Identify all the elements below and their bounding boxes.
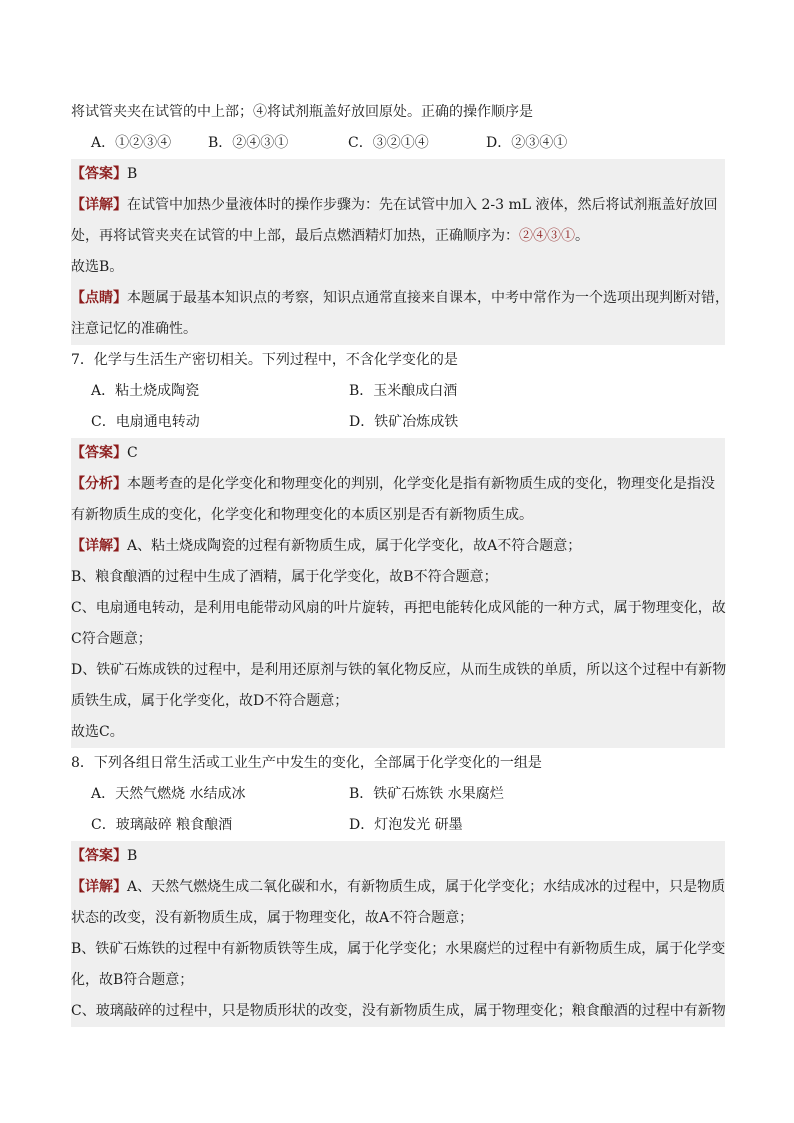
q6-stem-tail: 将试管夹夹在试管的中上部；④将试剂瓶盖好放回原处。正确的操作顺序是 bbox=[71, 104, 533, 120]
q7-options-row-1 bbox=[71, 376, 725, 407]
answer-tag: 【答案】 bbox=[71, 848, 127, 864]
q6-tip-line-1 bbox=[71, 283, 729, 314]
q6-answer-line bbox=[71, 159, 725, 190]
q7-detail-line-b: B、粮食酿酒的过程中生成了酒精，属于化学变化，故B不符合题意； bbox=[71, 569, 498, 585]
q7-detail-line-d2: 质铁生成，属于化学变化，故D不符合题意； bbox=[71, 693, 349, 709]
q7-detail-line-d1: D、铁矿石炼成铁的过程中，是利用还原剂与铁的氧化物反应，从而生成铁的单质，所以这个过程中有新物 bbox=[71, 662, 727, 678]
q7-detail-line-a bbox=[71, 531, 725, 562]
q8-answer-line bbox=[71, 841, 725, 872]
q8-detail-line-a1 bbox=[71, 872, 725, 903]
q6-options bbox=[71, 128, 725, 159]
q7-option-b: B．玉米酿成白酒 bbox=[349, 383, 458, 399]
q6-tip-line-2: 注意记忆的准确性。 bbox=[71, 321, 197, 337]
q7-detail-line-c1: C、电扇通电转动，是利用电能带动风扇的叶片旋转，再把电能转化成风能的一种方式，属于物理变化，故 bbox=[71, 600, 726, 616]
tip-tag: 【点睛】 bbox=[71, 290, 127, 306]
q6-detail-text-1: 在试管中加热少量液体时的操作步骤为：先在试管中加入 2-3 mL 液体，然后将试剂瓶盖好放回 bbox=[127, 197, 718, 213]
q8-solution-block bbox=[71, 841, 725, 1027]
q8-option-a: A．天然气燃烧 水结成冰 bbox=[91, 786, 246, 802]
q8-stem: 8．下列各组日常生活或工业生产中发生的变化，全部属于化学变化的一组是 bbox=[71, 755, 542, 771]
answer-tag: 【答案】 bbox=[71, 166, 127, 182]
q7-analysis-text-1: 本题考查的是化学变化和物理变化的判别，化学变化是指有新物质生成的变化，物理变化是指没 bbox=[127, 476, 715, 492]
detail-tag: 【详解】 bbox=[71, 538, 127, 554]
q6-detail-line-2 bbox=[71, 221, 725, 252]
q7-answer-line bbox=[71, 438, 725, 469]
analysis-tag: 【分析】 bbox=[71, 476, 127, 492]
q7-options-row-2 bbox=[71, 407, 725, 438]
q6-answer-value: B bbox=[127, 166, 138, 182]
q7-option-c: C．电扇通电转动 bbox=[91, 414, 200, 430]
q8-option-c: C．玻璃敲碎 粮食酿酒 bbox=[91, 817, 233, 833]
q7-analysis-line-1 bbox=[71, 469, 725, 500]
q7-stem: 7．化学与生活生产密切相关。下列过程中，不含化学变化的是 bbox=[71, 352, 458, 368]
q8-detail-line-c1: C、玻璃敲碎的过程中，只是物质形状的改变，没有新物质生成，属于物理变化；粮食酿酒的过程中有新物 bbox=[71, 1003, 726, 1019]
q8-options-row-1 bbox=[71, 779, 725, 810]
q6-option-b: B．②④③① bbox=[208, 135, 289, 151]
q6-option-c: C．③②①④ bbox=[348, 135, 429, 151]
q7-solution-block bbox=[71, 438, 725, 748]
q7-option-d: D．铁矿冶炼成铁 bbox=[349, 414, 459, 430]
q7-conclusion: 故选C。 bbox=[71, 724, 124, 740]
detail-tag: 【详解】 bbox=[71, 879, 127, 895]
q8-detail-line-b2: 化，故B符合题意； bbox=[71, 972, 194, 988]
q7-detail-text-a: A、粘土烧成陶瓷的过程有新物质生成，属于化学变化，故A不符合题意； bbox=[127, 538, 582, 554]
q7-detail-line-c2: C符合题意； bbox=[71, 631, 152, 647]
q8-detail-line-a2: 状态的改变，没有新物质生成，属于物理变化，故A不符合题意； bbox=[71, 910, 474, 926]
q6-detail-line-1 bbox=[71, 190, 725, 221]
q6-solution-block bbox=[71, 159, 729, 345]
document-page bbox=[71, 97, 729, 1027]
q8-answer-value: B bbox=[127, 848, 138, 864]
q8-options-row-2 bbox=[71, 810, 725, 841]
q6-detail-text-2c: 。 bbox=[575, 228, 589, 244]
q8-detail-text-a1: A、天然气燃烧生成二氧化碳和水，有新物质生成，属于化学变化；水结成冰的过程中，只是物质 bbox=[127, 879, 726, 895]
q6-detail-order: ②④③① bbox=[519, 228, 575, 244]
q6-option-d: D．②③④① bbox=[486, 135, 568, 151]
q8-option-d: D．灯泡发光 研墨 bbox=[349, 817, 463, 833]
q7-answer-value: C bbox=[127, 445, 138, 461]
q6-option-a: A．①②③④ bbox=[91, 135, 172, 151]
detail-tag: 【详解】 bbox=[71, 197, 127, 213]
answer-tag: 【答案】 bbox=[71, 445, 127, 461]
q6-detail-text-2a: 处，再将试管夹夹在试管的中上部，最后点燃酒精灯加热，正确顺序为： bbox=[71, 228, 519, 244]
q7-option-a: A．粘土烧成陶瓷 bbox=[91, 383, 200, 399]
q6-conclusion: 故选B。 bbox=[71, 259, 124, 275]
q8-detail-line-b1: B、铁矿石炼铁的过程中有新物质铁等生成，属于化学变化；水果腐烂的过程中有新物质生成，属于化学变 bbox=[71, 941, 726, 957]
q8-option-b: B．铁矿石炼铁 水果腐烂 bbox=[349, 786, 504, 802]
q6-tip-text-1: 本题属于最基本知识点的考察，知识点通常直接来自课本，中考中常作为一个选项出现判断对错， bbox=[127, 290, 729, 306]
q7-analysis-line-2: 有新物质生成的变化，化学变化和物理变化的本质区别是否有新物质生成。 bbox=[71, 507, 533, 523]
